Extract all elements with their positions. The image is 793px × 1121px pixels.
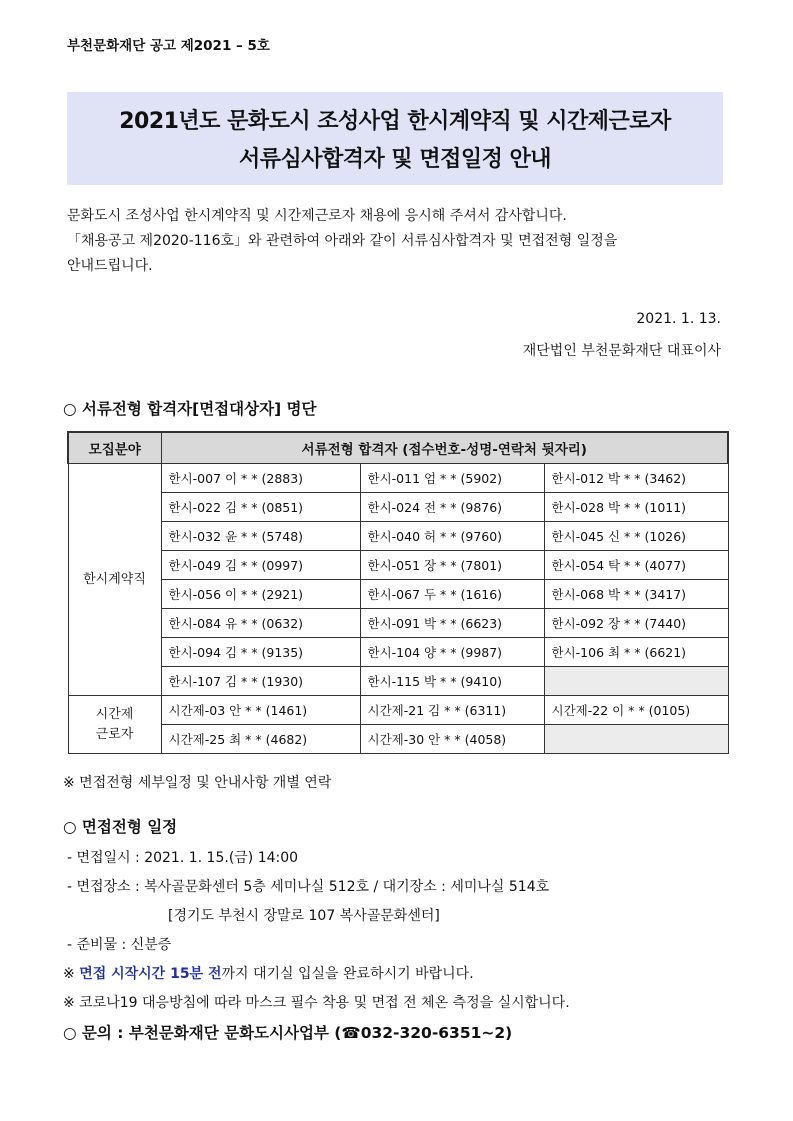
table-cell: 한시-092 장 * * (7440) — [544, 609, 728, 638]
header-list: 서류전형 합격자 (접수번호-성명-연락처 뒷자리) — [161, 432, 728, 464]
table-row — [68, 696, 728, 725]
table-cell-empty — [544, 725, 728, 754]
table-row — [68, 638, 728, 667]
issue-date: 2021. 1. 13. — [636, 311, 721, 327]
table-cell: 시간제-30 안 * * (4058) — [360, 725, 544, 754]
contact-info: ○ 문의 : 부천문화재단 문화도시사업부 (☎032-320-6351~2) — [63, 1024, 513, 1042]
interview-datetime: - 면접일시 : 2021. 1. 15.(금) 14:00 — [67, 850, 299, 866]
title-box — [67, 92, 723, 185]
arrival-notice-highlight: 면접 시작시간 15분 전 — [79, 966, 222, 982]
table-cell: 한시-104 양 * * (9987) — [360, 638, 544, 667]
table-cell: 한시-056 이 * * (2921) — [161, 580, 360, 609]
table-cell: 한시-011 엄 * * (5902) — [360, 464, 544, 493]
category-part-time — [68, 696, 161, 754]
table-cell: 한시-067 두 * * (1616) — [360, 580, 544, 609]
category-part-time-line-1: 시간제 — [95, 706, 134, 722]
table-cell: 한시-094 김 * * (9135) — [161, 638, 360, 667]
table-row — [68, 493, 728, 522]
table-header-row — [68, 432, 728, 464]
table-row — [68, 580, 728, 609]
table-row — [68, 667, 728, 696]
table-cell: 한시-022 김 * * (0851) — [161, 493, 360, 522]
intro-line: 「채용공고 제2020-116호」와 관련하여 아래와 같이 서류심사합격자 및 면접전형 일정을 — [67, 233, 618, 249]
interview-place: - 면접장소 : 복사골문화센터 5층 세미나실 512호 / 대기장소 : 세미나실 514호 — [67, 879, 550, 895]
table-cell-empty — [544, 667, 728, 696]
contact-note: ※ 면접전형 세부일정 및 안내사항 개별 연락 — [63, 775, 332, 791]
section-applicant-list: ○ 서류전형 합격자[면접대상자] 명단 — [63, 400, 317, 418]
table-cell: 한시-012 박 * * (3462) — [544, 464, 728, 493]
table-cell: 한시-040 허 * * (9760) — [360, 522, 544, 551]
table-row — [68, 725, 728, 754]
intro-paragraph — [67, 204, 727, 279]
category-part-time-line-2: 근로자 — [95, 726, 134, 742]
table-cell: 한시-049 김 * * (0997) — [161, 551, 360, 580]
issuer: 재단법인 부천문화재단 대표이사 — [522, 343, 721, 359]
arrival-notice-prefix: ※ — [63, 966, 80, 982]
table-cell: 한시-028 박 * * (1011) — [544, 493, 728, 522]
table-row — [68, 609, 728, 638]
table-cell: 한시-106 최 * * (6621) — [544, 638, 728, 667]
table-cell: 한시-084 유 * * (0632) — [161, 609, 360, 638]
interview-address: [경기도 부천시 장말로 107 복사골문화센터] — [168, 908, 440, 924]
section-interview-schedule: ○ 면접전형 일정 — [63, 818, 178, 836]
table-cell: 한시-115 박 * * (9410) — [360, 667, 544, 696]
intro-line: 안내드립니다. — [67, 258, 153, 274]
table-cell: 한시-068 박 * * (3417) — [544, 580, 728, 609]
table-cell: 한시-032 윤 * * (5748) — [161, 522, 360, 551]
table-cell: 한시-054 탁 * * (4077) — [544, 551, 728, 580]
table-cell: 시간제-03 안 * * (1461) — [161, 696, 360, 725]
arrival-notice-rest: 까지 대기실 입실을 완료하시기 바랍니다. — [221, 966, 474, 982]
table-row — [68, 522, 728, 551]
header-field: 모집분야 — [68, 432, 161, 464]
notice-number: 부천문화재단 공고 제2021 – 5호 — [67, 38, 270, 54]
covid-notice: ※ 코로나19 대응방침에 따라 마스크 필수 착용 및 면접 전 체온 측정을 실시합니다. — [63, 995, 570, 1011]
table-cell: 한시-007 이 * * (2883) — [161, 464, 360, 493]
category-fixed-term: 한시계약직 — [68, 464, 161, 696]
table-cell: 시간제-25 최 * * (4682) — [161, 725, 360, 754]
table-row — [68, 464, 728, 493]
table-cell: 한시-091 박 * * (6623) — [360, 609, 544, 638]
applicant-table — [67, 431, 729, 754]
table-row — [68, 551, 728, 580]
intro-line: 문화도시 조성사업 한시계약직 및 시간제근로자 채용에 응시해 주셔서 감사합니다. — [67, 208, 567, 224]
table-cell: 시간제-22 이 * * (0105) — [544, 696, 728, 725]
table-cell: 한시-051 장 * * (7801) — [360, 551, 544, 580]
interview-items: - 준비물 : 신분증 — [67, 937, 172, 953]
title-line-2: 서류심사합격자 및 면접일정 안내 — [238, 147, 551, 172]
title-line-1: 2021년도 문화도시 조성사업 한시계약직 및 시간제근로자 — [119, 109, 671, 134]
table-cell: 한시-107 김 * * (1930) — [161, 667, 360, 696]
arrival-notice — [63, 963, 474, 983]
table-cell: 한시-024 전 * * (9876) — [360, 493, 544, 522]
table-cell: 시간제-21 김 * * (6311) — [360, 696, 544, 725]
table-cell: 한시-045 신 * * (1026) — [544, 522, 728, 551]
